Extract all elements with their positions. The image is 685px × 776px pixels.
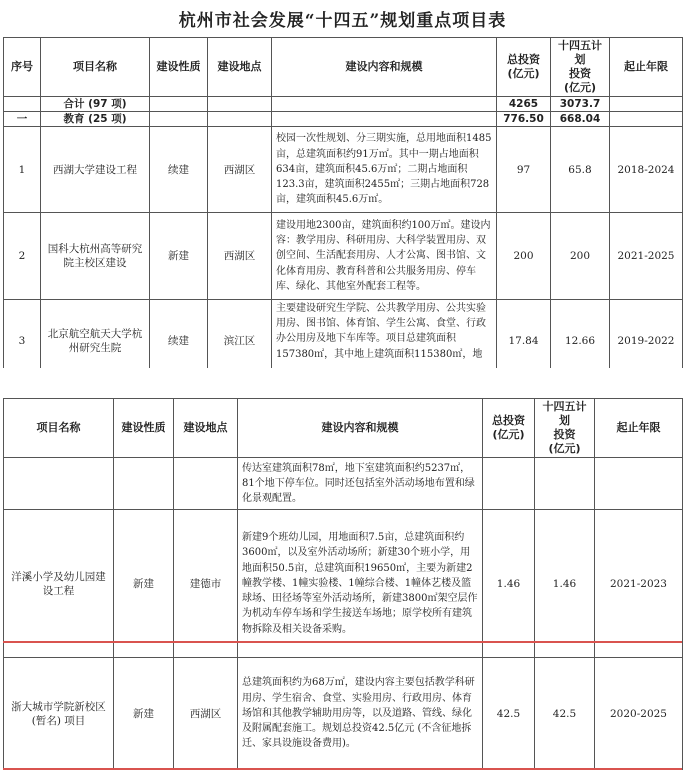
row-location: 西湖区 (208, 127, 272, 213)
row-seq: 1 (4, 127, 41, 213)
category-label: 教育 (25 项) (41, 112, 150, 127)
total-plan: 3073.7 (551, 97, 610, 112)
row-name: 洋溪小学及幼儿园建设工程 (4, 510, 114, 658)
header-years: 起止年限 (610, 38, 683, 97)
total-row (4, 97, 683, 112)
cat-empty-1 (150, 112, 208, 127)
header-row (4, 399, 683, 458)
header-nature: 建设性质 (150, 38, 208, 97)
row-total: 97 (497, 127, 551, 213)
header-seq: 序号 (4, 38, 41, 97)
header-total: 总投资 (亿元) (497, 38, 551, 97)
row-content: 主要建设研究生学院、公共教学用房、公共实验用房、图书馆、体育馆、学生公寓、食堂、行政办公用房及地下车库等。项目总建筑面积157380㎡，其中地上建筑面积115380㎡，地 (272, 300, 497, 382)
table-row (4, 458, 683, 510)
row-years: 2019-2022 (610, 300, 683, 382)
table-row (4, 127, 683, 213)
row-plan (535, 458, 595, 510)
header-plan: 十四五计划 投资 (亿元) (551, 38, 610, 97)
header-name: 项目名称 (4, 399, 114, 458)
category-plan: 668.04 (551, 112, 610, 127)
header-nature: 建设性质 (114, 399, 174, 458)
row-plan: 1.46 (535, 510, 595, 658)
row-content: 建设用地2300亩，建筑面积约100万㎡。建设内容：教学用房、科研用房、大科学装置用房、双创空间、生活配套用房、人才公寓、图书馆、文化体育用房、教育科普和公共服务用房、停车库、绿化、其他室外配套工程等。 (272, 213, 497, 300)
cat-empty-3 (272, 112, 497, 127)
table-row (4, 510, 683, 658)
row-plan: 200 (551, 213, 610, 300)
row-content: 新建9个班幼儿园，用地面积7.5亩，总建筑面积约3600㎡，以及室外活动场所；新建30个班小学，用地面积50.5亩，总建筑面积19650㎡，主要为新建2幢教学楼、1幢实验楼、1幢综合楼、1幢体艺楼及篮球场、田径场等室外活动场所，新建3800㎡架空层作为机动车停车场和学生接送车场地；原学校所有建筑物拆除及相关设备采购。 (238, 510, 483, 658)
row-years: 2020-2025 (595, 658, 683, 770)
page-gap (0, 368, 685, 398)
row-years: 2021-2025 (610, 213, 683, 300)
total-seq (4, 97, 41, 112)
row-years (595, 458, 683, 510)
header-row (4, 38, 683, 97)
row-total: 42.5 (483, 658, 535, 770)
row-content: 校园一次性规划、分三期实施，总用地面积1485亩，总建筑面积约91万㎡。其中一期占地面积634亩，建筑面积45.6万㎡；二期占地面积123.3亩，建筑面积2455㎡；三期占地面积728亩，建筑面积45.6万㎡。 (272, 127, 497, 213)
row-total: 17.84 (497, 300, 551, 382)
row-nature: 新建 (114, 510, 174, 658)
row-location: 建德市 (174, 510, 238, 658)
row-seq: 2 (4, 213, 41, 300)
category-invest: 776.50 (497, 112, 551, 127)
category-row (4, 112, 683, 127)
row-nature: 新建 (114, 658, 174, 770)
table-row (4, 658, 683, 770)
row-location: 西湖区 (208, 213, 272, 300)
row-name (4, 458, 114, 510)
header-plan: 十四五计划 投资 (亿元) (535, 399, 595, 458)
row-seq: 3 (4, 300, 41, 382)
projects-table-bottom (3, 398, 683, 770)
highlight-line (3, 768, 682, 770)
header-location: 建设地点 (208, 38, 272, 97)
header-location: 建设地点 (174, 399, 238, 458)
row-plan: 12.66 (551, 300, 610, 382)
row-total (483, 458, 535, 510)
header-name: 项目名称 (41, 38, 150, 97)
header-content: 建设内容和规模 (272, 38, 497, 97)
row-total: 200 (497, 213, 551, 300)
total-invest: 4265 (497, 97, 551, 112)
row-nature: 新建 (150, 213, 208, 300)
total-label: 合计 (97 项) (41, 97, 150, 112)
row-location (174, 458, 238, 510)
row-years: 2018-2024 (610, 127, 683, 213)
header-years: 起止年限 (595, 399, 683, 458)
header-content: 建设内容和规模 (238, 399, 483, 458)
row-content: 传达室建筑面积78㎡，地下室建筑面积约5237㎡，81个地下停车位。同时还包括室外活动场地布置和绿化景观配置。 (238, 458, 483, 510)
row-name: 浙大城市学院新校区 (暂名) 项目 (4, 658, 114, 770)
table-row (4, 213, 683, 300)
row-total: 1.46 (483, 510, 535, 658)
row-content: 总建筑面积约为68万㎡，建设内容主要包括教学科研用房、学生宿舍、食堂、实验用房、行政用房、体育场馆和其他教学辅助用房等，以及道路、管线、绿化及附属配套施工。规划总投资42.5亿元 (不含征地拆迁、家具设施设备费用)。 (238, 658, 483, 770)
row-name: 北京航空航天大学杭州研究生院 (41, 300, 150, 382)
total-empty-2 (208, 97, 272, 112)
row-nature: 续建 (150, 127, 208, 213)
row-nature (114, 458, 174, 510)
total-empty-1 (150, 97, 208, 112)
page-title: 杭州市社会发展“十四五”规划重点项目表 (178, 11, 507, 31)
projects-table-top (3, 37, 683, 382)
row-name: 国科大杭州高等研究院主校区建设 (41, 213, 150, 300)
cat-empty-2 (208, 112, 272, 127)
row-years: 2021-2023 (595, 510, 683, 658)
row-location: 滨江区 (208, 300, 272, 382)
row-nature: 续建 (150, 300, 208, 382)
total-empty-4 (610, 97, 683, 112)
row-plan: 42.5 (535, 658, 595, 770)
total-empty-3 (272, 97, 497, 112)
row-location: 西湖区 (174, 658, 238, 770)
cat-empty-4 (610, 112, 683, 127)
header-total: 总投资 (亿元) (483, 399, 535, 458)
highlight-line (3, 641, 682, 643)
row-name: 西湖大学建设工程 (41, 127, 150, 213)
row-plan: 65.8 (551, 127, 610, 213)
category-seq: 一 (4, 112, 41, 127)
